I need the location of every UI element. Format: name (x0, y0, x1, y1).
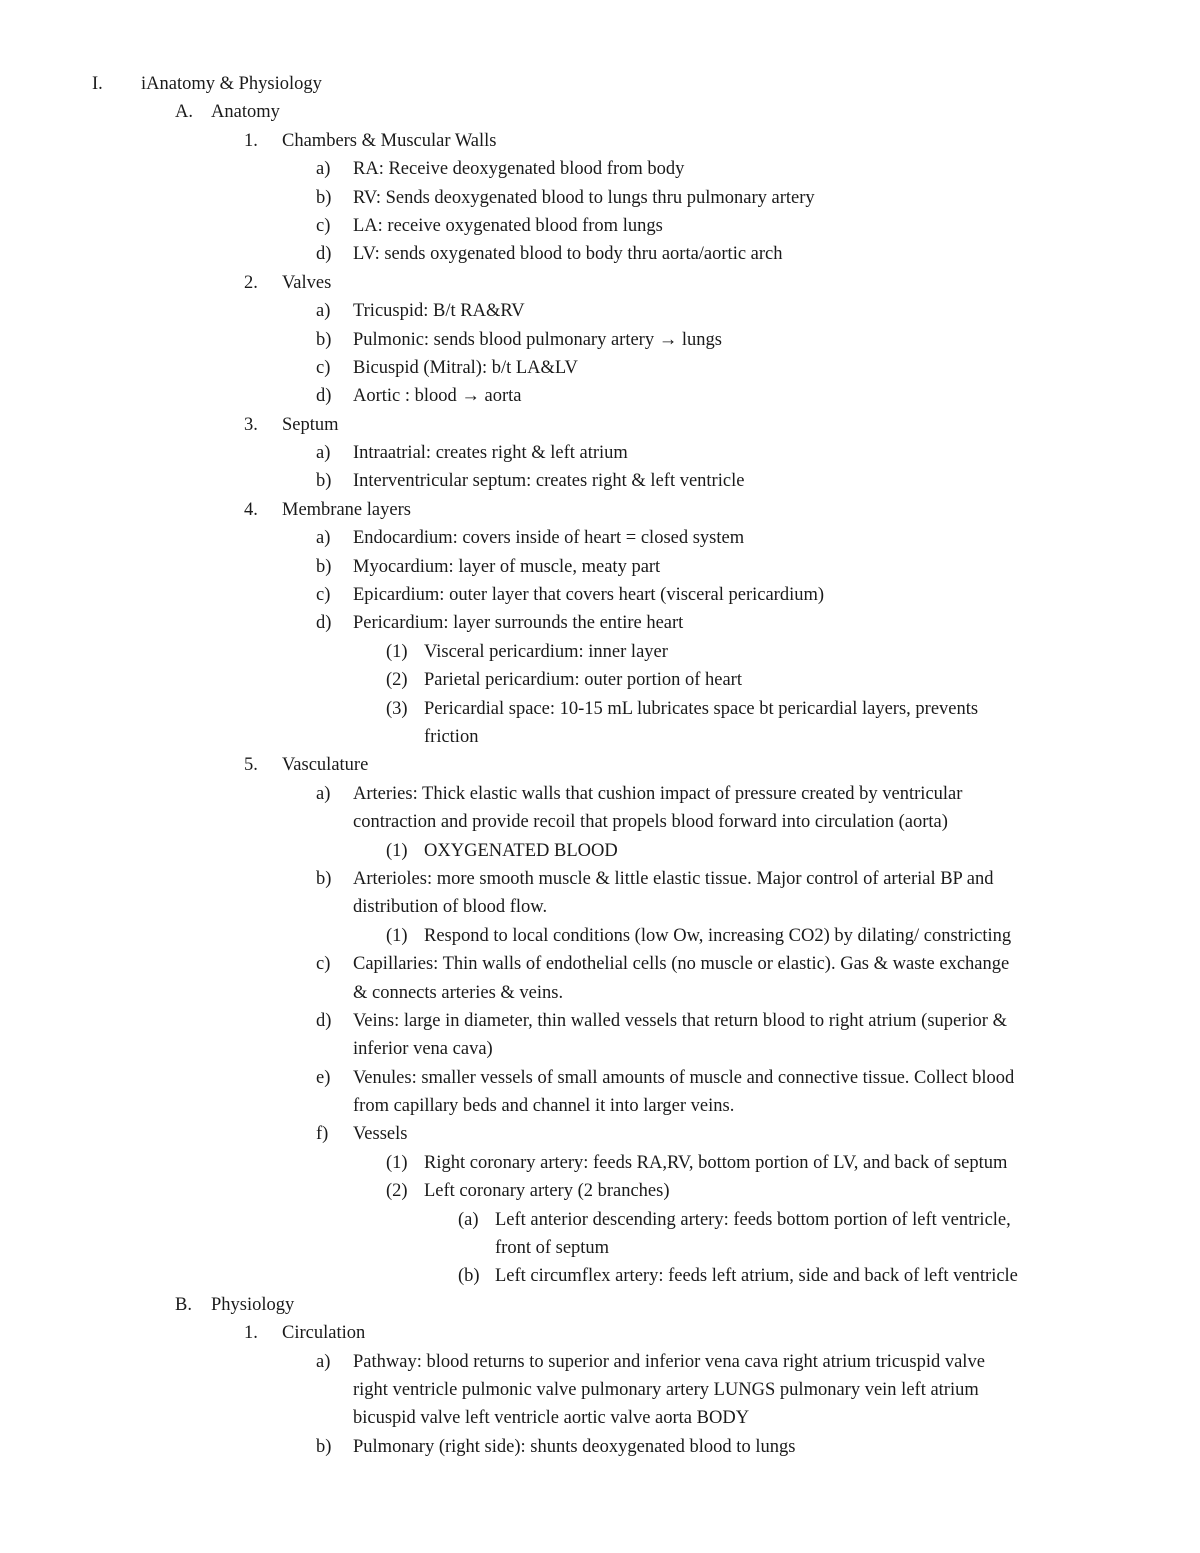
outline-line (0, 467, 1200, 495)
outline-text: Arteries: Thick elastic walls that cushion impact of pressure created by ventricular (353, 783, 963, 804)
outline-line (0, 609, 1200, 637)
outline-line (0, 808, 1200, 836)
outline-line (0, 184, 1200, 212)
outline-text: bicuspid valve left ventricle aortic valve aorta BODY (353, 1408, 750, 1429)
outline-label: 1. (244, 130, 258, 151)
outline-line (0, 98, 1200, 126)
outline-label: (1) (386, 840, 408, 861)
outline-label: d) (316, 386, 332, 407)
outline-line (0, 1149, 1200, 1177)
outline-label: (1) (386, 925, 408, 946)
outline-text: Bicuspid (Mitral): b/t LA&LV (353, 357, 578, 378)
outline-line (0, 780, 1200, 808)
outline-line (0, 240, 1200, 268)
outline-text: Membrane layers (282, 499, 411, 520)
outline-text: Anatomy (211, 102, 280, 123)
outline-label: a) (316, 301, 331, 322)
outline-line (0, 269, 1200, 297)
outline-text: contraction and provide recoil that propels blood forward into circulation (aorta) (353, 812, 948, 833)
outline-text: LV: sends oxygenated blood to body thru aorta/aortic arch (353, 244, 783, 265)
outline-text: & connects arteries & veins. (353, 982, 564, 1003)
outline-label: d) (316, 244, 332, 265)
outline-text: from capillary beds and channel it into larger veins. (353, 1096, 735, 1117)
outline-text: Vasculature (282, 755, 369, 776)
outline-text: friction (424, 726, 479, 747)
outline-line (0, 524, 1200, 552)
outline-text: Chambers & Muscular Walls (282, 130, 497, 151)
outline-text: Myocardium: layer of muscle, meaty part (353, 556, 661, 577)
outline-line (0, 1206, 1200, 1234)
outline-label: c) (316, 215, 331, 236)
outline-label: b) (316, 471, 332, 492)
outline-line (0, 127, 1200, 155)
outline-text: OXYGENATED BLOOD (424, 840, 618, 861)
outline-label: 1. (244, 1323, 258, 1344)
outline-label: e) (316, 1067, 331, 1088)
outline-line (0, 893, 1200, 921)
outline-text: Right coronary artery: feeds RA,RV, bottom portion of LV, and back of septum (424, 1152, 1008, 1173)
outline-label: (a) (458, 1209, 479, 1230)
outline-line (0, 723, 1200, 751)
outline-text: Parietal pericardium: outer portion of heart (424, 670, 742, 691)
outline-text: Interventricular septum: creates right & left ventricle (353, 471, 745, 492)
outline-text: Pulmonic: sends blood pulmonary artery → lungs (353, 329, 722, 350)
outline-line (0, 837, 1200, 865)
outline-label: b) (316, 556, 332, 577)
outline-label: (3) (386, 698, 408, 719)
outline-line (0, 1035, 1200, 1063)
outline-line (0, 382, 1200, 410)
outline-line (0, 155, 1200, 183)
outline-text: Respond to local conditions (low Ow, increasing CO2) by dilating/ constricting (424, 925, 1012, 946)
outline-line (0, 1404, 1200, 1432)
outline-line (0, 950, 1200, 978)
outline-line (0, 1092, 1200, 1120)
outline-label: (1) (386, 1152, 408, 1173)
outline-line (0, 212, 1200, 240)
outline-text: Valves (282, 272, 332, 293)
outline-line (0, 553, 1200, 581)
outline-line (0, 695, 1200, 723)
outline-text: Visceral pericardium: inner layer (424, 641, 668, 662)
outline-line (0, 1120, 1200, 1148)
outline-document (0, 70, 1200, 1461)
outline-text: Capillaries: Thin walls of endothelial cells (no muscle or elastic). Gas & waste exchange (353, 954, 1010, 975)
outline-label: (1) (386, 641, 408, 662)
outline-line (0, 1291, 1200, 1319)
outline-label: b) (316, 187, 332, 208)
outline-line (0, 1177, 1200, 1205)
outline-line (0, 1234, 1200, 1262)
outline-text: Left circumflex artery: feeds left atrium, side and back of left ventricle (495, 1266, 1018, 1287)
outline-text: iAnatomy & Physiology (141, 74, 322, 94)
outline-text: Circulation (282, 1323, 366, 1344)
outline-text: RA: Receive deoxygenated blood from body (353, 159, 685, 180)
outline-line (0, 638, 1200, 666)
outline-text: Pericardial space: 10-15 mL lubricates space bt pericardial layers, prevents (424, 698, 979, 719)
outline-label: b) (316, 868, 332, 889)
outline-line (0, 666, 1200, 694)
outline-label: (b) (458, 1266, 480, 1287)
outline-label: a) (316, 1351, 331, 1372)
outline-label: a) (316, 159, 331, 180)
outline-label: a) (316, 443, 331, 464)
outline-label: a) (316, 783, 331, 804)
outline-label: A. (175, 102, 193, 123)
outline-line (0, 922, 1200, 950)
outline-label: b) (316, 1436, 332, 1457)
outline-label: c) (316, 954, 331, 975)
outline-line (0, 865, 1200, 893)
outline-line (0, 70, 1200, 98)
outline-line (0, 1007, 1200, 1035)
outline-text: Left anterior descending artery: feeds bottom portion of left ventricle, (495, 1209, 1011, 1230)
outline-label: (2) (386, 670, 408, 691)
outline-text: Intraatrial: creates right & left atrium (353, 443, 628, 464)
outline-label: 3. (244, 414, 258, 435)
outline-text: Tricuspid: B/t RA&RV (353, 301, 525, 322)
outline-text: Pericardium: layer surrounds the entire heart (353, 613, 684, 634)
outline-text: Septum (282, 414, 339, 435)
outline-line (0, 1064, 1200, 1092)
outline-text: RV: Sends deoxygenated blood to lungs thru pulmonary artery (353, 187, 815, 208)
outline-line (0, 1319, 1200, 1347)
outline-text: Veins: large in diameter, thin walled vessels that return blood to right atrium (superior & (353, 1010, 1007, 1031)
outline-line (0, 1376, 1200, 1404)
outline-line (0, 354, 1200, 382)
outline-text: Endocardium: covers inside of heart = closed system (353, 528, 745, 549)
outline-label: c) (316, 585, 331, 606)
outline-label: I. (92, 74, 103, 94)
outline-text: distribution of blood flow. (353, 897, 548, 918)
outline-line (0, 411, 1200, 439)
outline-line (0, 297, 1200, 325)
outline-text: inferior vena cava) (353, 1039, 493, 1060)
outline-label: d) (316, 613, 332, 634)
outline-line (0, 751, 1200, 779)
outline-text: LA: receive oxygenated blood from lungs (353, 215, 663, 236)
outline-line (0, 326, 1200, 354)
outline-line (0, 581, 1200, 609)
outline-label: f) (316, 1124, 329, 1145)
outline-text: Physiology (211, 1294, 295, 1315)
outline-label: 5. (244, 755, 258, 776)
outline-text: Arterioles: more smooth muscle & little elastic tissue. Major control of arterial BP and (353, 868, 994, 889)
outline-line (0, 496, 1200, 524)
outline-line (0, 979, 1200, 1007)
outline-text: Aortic : blood → aorta (353, 386, 522, 407)
outline-label: a) (316, 528, 331, 549)
outline-label: B. (175, 1294, 192, 1315)
outline-line (0, 439, 1200, 467)
outline-label: c) (316, 357, 331, 378)
outline-line (0, 1433, 1200, 1461)
outline-text: Epicardium: outer layer that covers heart (visceral pericardium) (353, 585, 825, 606)
outline-label: (2) (386, 1181, 408, 1202)
outline-text: Left coronary artery (2 branches) (424, 1181, 670, 1202)
outline-text: Pathway: blood returns to superior and inferior vena cava right atrium tricuspid valve (353, 1351, 985, 1372)
outline-text: front of septum (495, 1238, 610, 1259)
outline-label: b) (316, 329, 332, 350)
outline-text: right ventricle pulmonic valve pulmonary artery LUNGS pulmonary vein left atrium (353, 1379, 979, 1400)
outline-text: Pulmonary (right side): shunts deoxygenated blood to lungs (353, 1436, 796, 1457)
outline-line (0, 1348, 1200, 1376)
outline-label: 2. (244, 272, 258, 293)
outline-text: Vessels (353, 1124, 408, 1145)
outline-line (0, 1262, 1200, 1290)
outline-label: d) (316, 1010, 332, 1031)
outline-label: 4. (244, 499, 258, 520)
outline-text: Venules: smaller vessels of small amounts of muscle and connective tissue. Collect blood (353, 1067, 1015, 1088)
